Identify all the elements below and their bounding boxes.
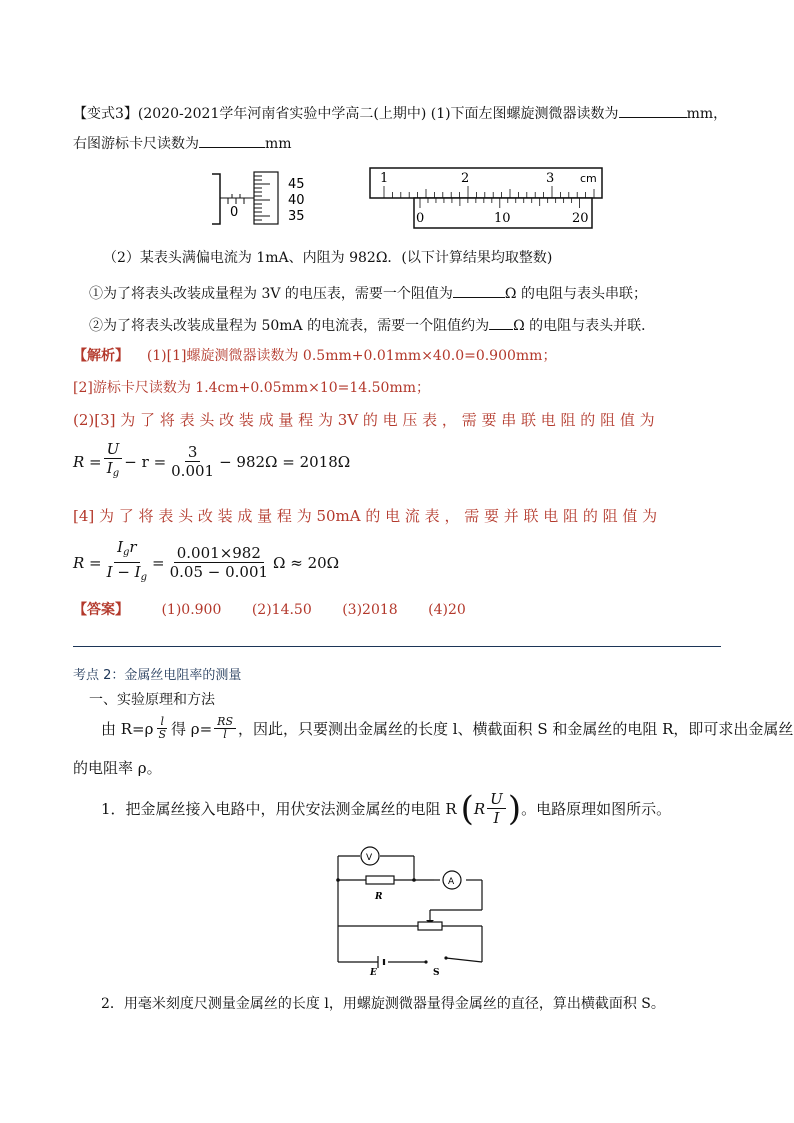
paragraph-text: ，因此，只要测出金属丝的长度 l、横截面积 S 和金属丝的电阻 R，即可求出金属丝	[237, 720, 794, 738]
fraction-denominator: 0.001	[171, 462, 215, 480]
step-math: R	[473, 799, 486, 818]
formula-ammeter	[73, 538, 339, 587]
caliper-main-3: 3	[546, 171, 555, 186]
answer-label: 【答案】	[73, 602, 129, 618]
fraction-numerator: I	[117, 538, 123, 556]
resistor-label: R	[375, 892, 383, 902]
formula-text: R =	[73, 452, 102, 471]
formula-voltmeter	[73, 440, 350, 483]
fraction-denominator: I	[493, 809, 500, 827]
formula-text: − 982Ω = 2018Ω	[219, 452, 351, 471]
answer-blank-4	[489, 315, 513, 330]
step-2: 2．用毫米刻度尺测量金属丝的长度 l，用螺旋测微器量得金属丝的直径，算出横截面积 S。	[101, 996, 665, 1012]
principle-paragraph-line-1	[101, 716, 793, 741]
answer-blank-3	[453, 283, 505, 298]
fraction-denominator: S	[158, 728, 166, 741]
answer-4: (4)20	[428, 602, 466, 618]
fraction-denominator: I	[106, 459, 113, 477]
section-divider	[73, 646, 721, 647]
step-text: 1．把金属丝接入电路中，用伏安法测金属丝的电阻 R	[101, 800, 457, 818]
analysis-line-3: (2)[3] 为 了 将 表 头 改 装 成 量 程 为 3V 的 电 压 表 ， 需 要 串 联 电 阻 的 阻 值 为	[73, 411, 655, 429]
formula-text: R =	[73, 553, 102, 572]
ammeter-label: A	[448, 877, 455, 887]
fraction-numerator: 3	[185, 443, 201, 462]
question-text: 【变式3】(2020-2021学年河南省实验中学高二(上期中) (1)下面左图螺旋测微器读数为	[73, 106, 619, 122]
caliper-vernier-0: 0	[416, 211, 425, 226]
answer-3: (3)2018	[342, 602, 398, 618]
circuit-diagram	[330, 846, 500, 978]
fraction-numerator: U	[487, 790, 506, 809]
subscript: g	[123, 547, 130, 558]
step-text: 。电路原理如图所示。	[521, 800, 672, 818]
fraction-numerator: r	[129, 538, 137, 556]
fraction-numerator: RS	[214, 716, 236, 729]
principle-paragraph-line-2: 的电阻率 ρ。	[73, 759, 162, 777]
unit-mm: mm，	[686, 106, 728, 122]
sub-question-1-prefix: ①为了将表头改装成量程为 3V 的电压表，需要一个阻值为	[89, 286, 453, 302]
formula-text: =	[152, 553, 165, 572]
section-title: 考点 2：金属丝电阻率的测量	[73, 668, 242, 683]
formula-text: Ω ≈ 20Ω	[273, 553, 340, 572]
subscript: g	[112, 468, 120, 479]
sub-question-1	[89, 283, 647, 304]
section-heading: 一、实验原理和方法	[89, 692, 215, 708]
question-line-2	[73, 133, 292, 154]
caliper-vernier-20: 20	[572, 211, 589, 226]
micrometer-label-45: 45	[288, 177, 305, 192]
analysis-line-1	[73, 346, 556, 366]
fraction-numerator: U	[104, 440, 123, 459]
rheostat	[418, 922, 442, 930]
caliper-vernier-10: 10	[494, 211, 511, 226]
micrometer-label-40: 40	[288, 193, 305, 208]
fraction-denominator: 0.05 − 0.001	[169, 563, 269, 581]
switch-label: S	[433, 968, 440, 978]
answer-1: (1)0.900	[161, 602, 222, 618]
answer-2: (2)14.50	[251, 602, 312, 618]
step-1: 1．把金属丝接入电路中，用伏安法测金属丝的电阻 R ( R $\frac{U}{I}$ ) 。电路原理如图所示。	[101, 788, 672, 829]
sub-question-2-suffix: Ω 的电阻与表头并联．	[513, 318, 656, 334]
resistor-r	[366, 876, 394, 884]
subscript: g	[140, 572, 148, 583]
sub-question-1-suffix: Ω 的电阻与表头串联；	[504, 286, 647, 302]
paragraph-text: 由 R=ρ	[101, 720, 154, 738]
unit-mm: mm	[265, 136, 292, 152]
caliper-main-1: 1	[380, 171, 389, 186]
analysis-text: (1)[1]螺旋测微器读数为 0.5mm+0.01mm×40.0=0.900mm；	[146, 348, 557, 364]
sub-question-2	[89, 315, 655, 336]
answer-blank-2	[199, 133, 265, 148]
question-text: 右图游标卡尺读数为	[73, 136, 199, 152]
analysis-label: 【解析】	[73, 348, 129, 364]
paragraph-text: 得 ρ=	[171, 720, 213, 738]
switch-icon	[444, 956, 447, 959]
switch-icon	[424, 960, 427, 963]
micrometer-figure	[210, 168, 320, 230]
caliper-unit: cm	[580, 172, 597, 185]
analysis-line-2: [2]游标卡尺读数为 1.4cm+0.05mm×10=14.50mm；	[73, 380, 431, 396]
sub-question-2-prefix: ②为了将表头改装成量程为 50mA 的电流表，需要一个阻值约为	[89, 318, 490, 334]
fraction-denominator: I − I	[106, 563, 141, 581]
battery-label: E	[370, 968, 377, 978]
micrometer-label-0: 0	[230, 205, 239, 220]
part-2-text: （2）某表头满偏电流为 1mA、内阻为 982Ω．(以下计算结果均取整数)	[103, 250, 553, 266]
micrometer-label-35: 35	[288, 209, 305, 224]
voltmeter-label: V	[366, 853, 373, 863]
formula-text: − r =	[124, 452, 167, 471]
fraction-numerator: 0.001×982	[174, 544, 264, 563]
caliper-main-2: 2	[461, 171, 470, 186]
analysis-line-4: [4] 为 了 将 表 头 改 装 成 量 程 为 50mA 的 电 流 表 ， 需 要 并 联 电 阻 的 阻 值 为	[73, 507, 658, 525]
question-line-1	[73, 103, 727, 124]
answer-blank-1	[619, 103, 687, 118]
fraction-denominator: l	[223, 728, 227, 741]
vernier-caliper-figure	[366, 166, 606, 232]
answer-line	[73, 600, 466, 620]
fraction-numerator: l	[157, 716, 167, 729]
